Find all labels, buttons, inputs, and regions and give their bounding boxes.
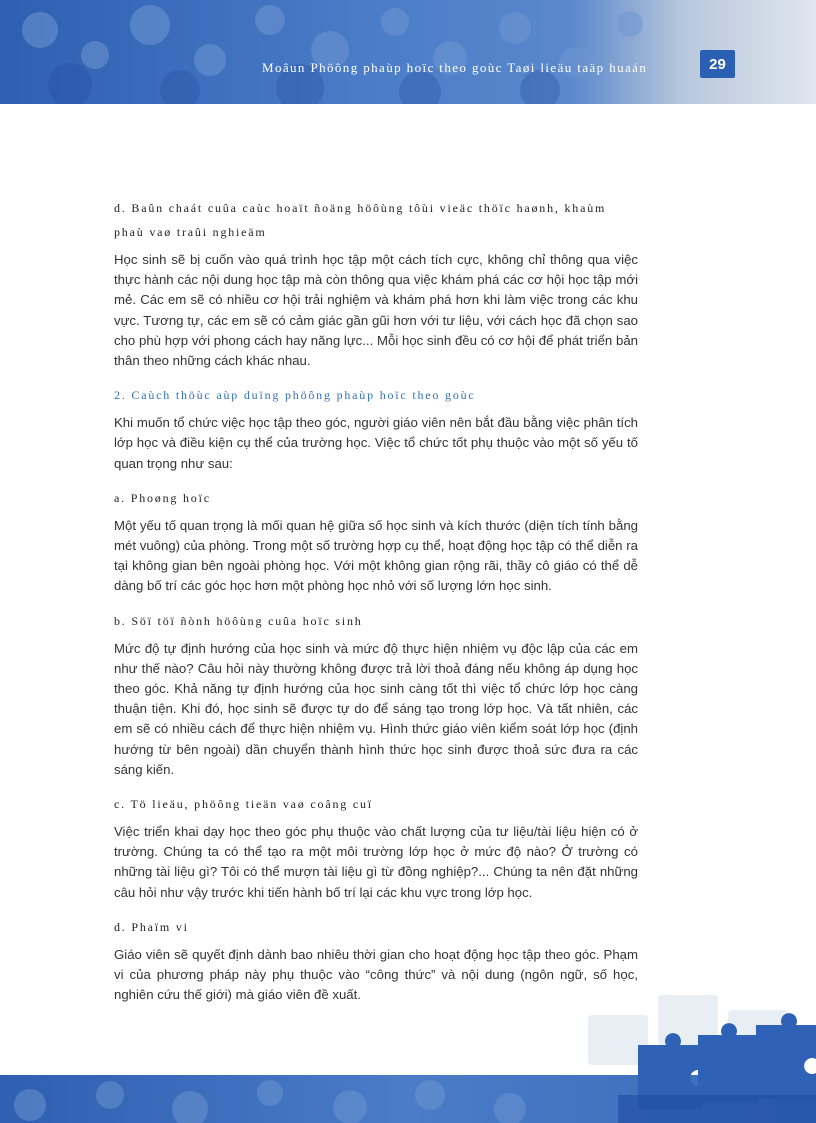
paragraph: Khi muốn tổ chức việc học tập theo góc, người giáo viên nên bắt đầu bằng việc phân tích lớp học và điều kiện cụ thể của trường học. Việc tổ chức tốt phụ thuộc vào một số yếu tố quan trọng như sau: (114, 415, 638, 471)
section-heading: a. Phoøng hoïc (114, 490, 211, 505)
section-heading: c. Tö lieäu, phöông tieän vaø coâng cuï (114, 797, 373, 812)
paragraph: Học sinh sẽ bị cuốn vào quá trình học tập một cách tích cực, không chỉ thông qua việc thực hành các nội dung học tập mà còn thông qua việc khám phá các cơ hội học tập mới mẻ. Các em sẽ có nhiều cơ hội trải nghiệm và khám phá hơn khi làm việc trong các khu vực. Tương tự, các em sẽ có cảm giác gần gũi hơn với tư liệu, với cách học đã chọn sao cho phù hợp với phong cách hay năng lực... Mỗi học sinh đều có cơ hội để phát triển bản thân theo những cách khác nhau. (114, 252, 638, 369)
main-content (114, 196, 638, 1017)
section-heading: b. Söï töï ñònh höôùng cuûa hoïc sinh (114, 613, 363, 628)
puzzle-pieces-icon (578, 985, 816, 1123)
paragraph: Việc triển khai dạy học theo góc phụ thuộc vào chất lượng của tư liệu/tài liệu hiện có ở trường. Chúng ta có thể tạo ra một môi trường lớp học ở mức độ nào? Ở trường có những tài liệu gì? Tôi có thể mượn tài liệu gì từ đồng nghiệp?... Chúng ta nên đặt những câu hỏi như vậy trước khi tiến hành bố trí lại các khu vực trong lớp học. (114, 824, 638, 900)
section-heading: d. Phaïm vi (114, 919, 189, 934)
paragraph: Một yếu tố quan trọng là mối quan hệ giữa số học sinh và kích thước (diện tích tính bằng mét vuông) của phòng. Trong một số trường hợp cụ thể, hoạt động học tập có thể diễn ra tại không gian bên ngoài phòng học. Với một không gian rộng rãi, thầy cô giáo có thể dễ dàng bố trí các góc học hơn một phòng học nhỏ với số lượng lớn học sinh. (114, 517, 638, 594)
page-number: 29 (700, 50, 735, 78)
paragraph: Giáo viên sẽ quyết định dành bao nhiêu thời gian cho hoạt động học tập theo góc. Phạm vi của phương pháp này phụ thuộc vào “công thức” và nội dung (ngôn ngữ, số học, nghiên cứu thế giới) mà giáo viên đề xuất. (114, 946, 638, 1003)
paragraph: Mức độ tự định hướng của học sinh và mức độ thực hiện nhiệm vụ độc lập của các em như thế nào? Câu hỏi này thường không được trả lời thoả đáng nếu không áp dụng học theo góc. Khả năng tự định hướng của học sinh càng tốt thì việc tổ chức lớp học càng thuận tiện. Khi đó, học sinh sẽ được tự do để sáng tạo trong lớp học. Và tất nhiên, các em sẽ có nhiều cách để thực hiện nhiệm vụ. Hình thức giáo viên kiểm soát lớp học (định hướng từ bên ngoài) dần chuyển thành hình thức học sinh được thoả sức đưa ra các sáng kiến. (114, 640, 638, 777)
puzzle-pattern-icon (0, 0, 816, 104)
header-band (0, 0, 816, 104)
section-heading: 2. Caùch thöùc aùp duïng phöông phaùp hoïc theo goùc (114, 388, 476, 403)
running-header-title: Moâun Phöông phaùp hoïc theo goùc Taøi lieäu taäp huaán (262, 60, 648, 75)
section-heading: d. Baûn chaát cuûa caùc hoaït ñoäng höôùng tôùi vieäc thöïc haønh, khaùm phaù vaø traûi nghieäm (114, 201, 607, 239)
